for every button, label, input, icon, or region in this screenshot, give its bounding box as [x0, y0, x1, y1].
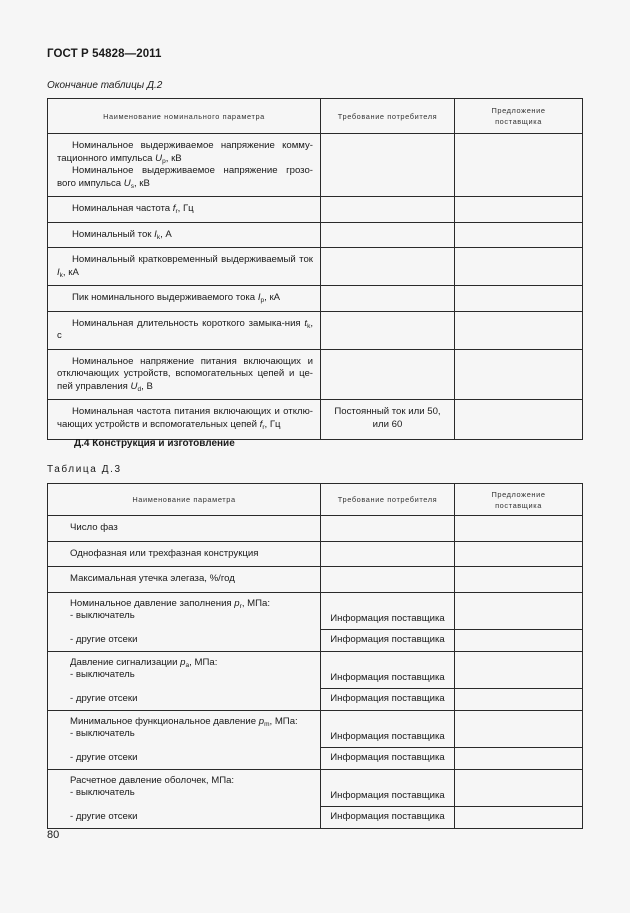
table-d2 — [47, 98, 583, 440]
offer-cell[interactable] — [455, 651, 583, 688]
requirement-cell[interactable]: Информация поставщика — [321, 747, 455, 769]
table-row: Номинальная частота $f_r$, Гц — [48, 197, 583, 223]
table-row: Номинальное давление заполнения $p_r$, МПа: - выключатель Информация поставщика — [48, 592, 583, 629]
requirement-cell[interactable]: Постоянный ток или 50, или 60 — [321, 400, 455, 440]
table-row: Номинальный ток $I_k$, А — [48, 222, 583, 248]
col-header-offer: Предложение поставщика — [455, 484, 583, 516]
offer-cell[interactable] — [455, 222, 583, 248]
offer-cell[interactable] — [455, 311, 583, 349]
col-header-requirement: Требование потребителя — [321, 99, 455, 134]
offer-cell[interactable] — [455, 592, 583, 629]
requirement-cell[interactable]: Информация поставщика — [321, 629, 455, 651]
offer-cell[interactable] — [455, 248, 583, 286]
offer-cell[interactable] — [455, 516, 583, 542]
offer-cell[interactable] — [455, 286, 583, 312]
requirement-cell[interactable]: Информация поставщика — [321, 592, 455, 629]
requirement-cell[interactable] — [321, 134, 455, 197]
table-row: Число фаз — [48, 516, 583, 542]
table-row: Номинальная частота питания включающих и отклю-чающих устройств и вспомогательных цепей $f_r$, Гц Постоянный ток или 50, или 60 — [48, 400, 583, 440]
offer-cell[interactable] — [455, 567, 583, 593]
table-row: - другие отсеки Информация поставщика — [48, 747, 583, 769]
col-header-requirement: Требование потребителя — [321, 484, 455, 516]
offer-cell[interactable] — [455, 688, 583, 710]
offer-cell[interactable] — [455, 541, 583, 567]
standard-header: ГОСТ Р 54828—2011 — [47, 48, 162, 60]
requirement-cell[interactable]: Информация поставщика — [321, 806, 455, 828]
table-row: - другие отсеки Информация поставщика — [48, 806, 583, 828]
requirement-cell[interactable]: Информация поставщика — [321, 710, 455, 747]
offer-cell[interactable] — [455, 629, 583, 651]
table-row: Номинальное выдерживаемое напряжение комму-тационного импульса $U_p$, кВ Номинальное выдерживаемое напряжение грозо-вого импульса $U_s$, кВ — [48, 134, 583, 197]
requirement-cell[interactable] — [321, 248, 455, 286]
table-row: Номинальное напряжение питания включающих и отключающих устройств, вспомогательных цепей и це-пей управления $U_d$, В — [48, 349, 583, 400]
offer-cell[interactable] — [455, 747, 583, 769]
col-header-param: Наименование номинального параметра — [48, 99, 321, 134]
table-row: Номинальная длительность короткого замыка-ния $t_k$, с — [48, 311, 583, 349]
offer-cell[interactable] — [455, 806, 583, 828]
requirement-cell[interactable] — [321, 286, 455, 312]
requirement-cell[interactable] — [321, 567, 455, 593]
col-header-offer: Предложение поставщика — [455, 99, 583, 134]
table-row: Минимальное функциональное давление $p_m$, МПа: - выключатель Информация поставщика — [48, 710, 583, 747]
requirement-cell[interactable]: Информация поставщика — [321, 769, 455, 806]
requirement-cell[interactable] — [321, 197, 455, 223]
offer-cell[interactable] — [455, 197, 583, 223]
table-row: Пик номинального выдерживаемого тока $I_p$, кА — [48, 286, 583, 312]
table-row: Максимальная утечка элегаза, %/год — [48, 567, 583, 593]
requirement-cell[interactable] — [321, 516, 455, 542]
requirement-cell[interactable] — [321, 311, 455, 349]
table-row: Давление сигнализации $p_a$, МПа: - выключатель Информация поставщика — [48, 651, 583, 688]
table-d3-caption: Таблица Д.3 — [47, 464, 122, 475]
requirement-cell[interactable]: Информация поставщика — [321, 651, 455, 688]
requirement-cell[interactable] — [321, 349, 455, 400]
offer-cell[interactable] — [455, 400, 583, 440]
table-row: Номинальный кратковременный выдерживаемый ток $I_k$, кА — [48, 248, 583, 286]
section-title: Д.4 Конструкция и изготовление — [74, 438, 235, 449]
offer-cell[interactable] — [455, 134, 583, 197]
table-d2-caption: Окончание таблицы Д.2 — [47, 80, 163, 91]
requirement-cell[interactable] — [321, 222, 455, 248]
table-row: Однофазная или трехфазная конструкция — [48, 541, 583, 567]
table-row: Расчетное давление оболочек, МПа: - выключатель Информация поставщика — [48, 769, 583, 806]
table-d3 — [47, 483, 583, 829]
offer-cell[interactable] — [455, 349, 583, 400]
requirement-cell[interactable]: Информация поставщика — [321, 688, 455, 710]
offer-cell[interactable] — [455, 710, 583, 747]
table-row: - другие отсеки Информация поставщика — [48, 688, 583, 710]
offer-cell[interactable] — [455, 769, 583, 806]
page-number: 80 — [47, 829, 60, 841]
table-row: - другие отсеки Информация поставщика — [48, 629, 583, 651]
requirement-cell[interactable] — [321, 541, 455, 567]
col-header-param: Наименование параметра — [48, 484, 321, 516]
